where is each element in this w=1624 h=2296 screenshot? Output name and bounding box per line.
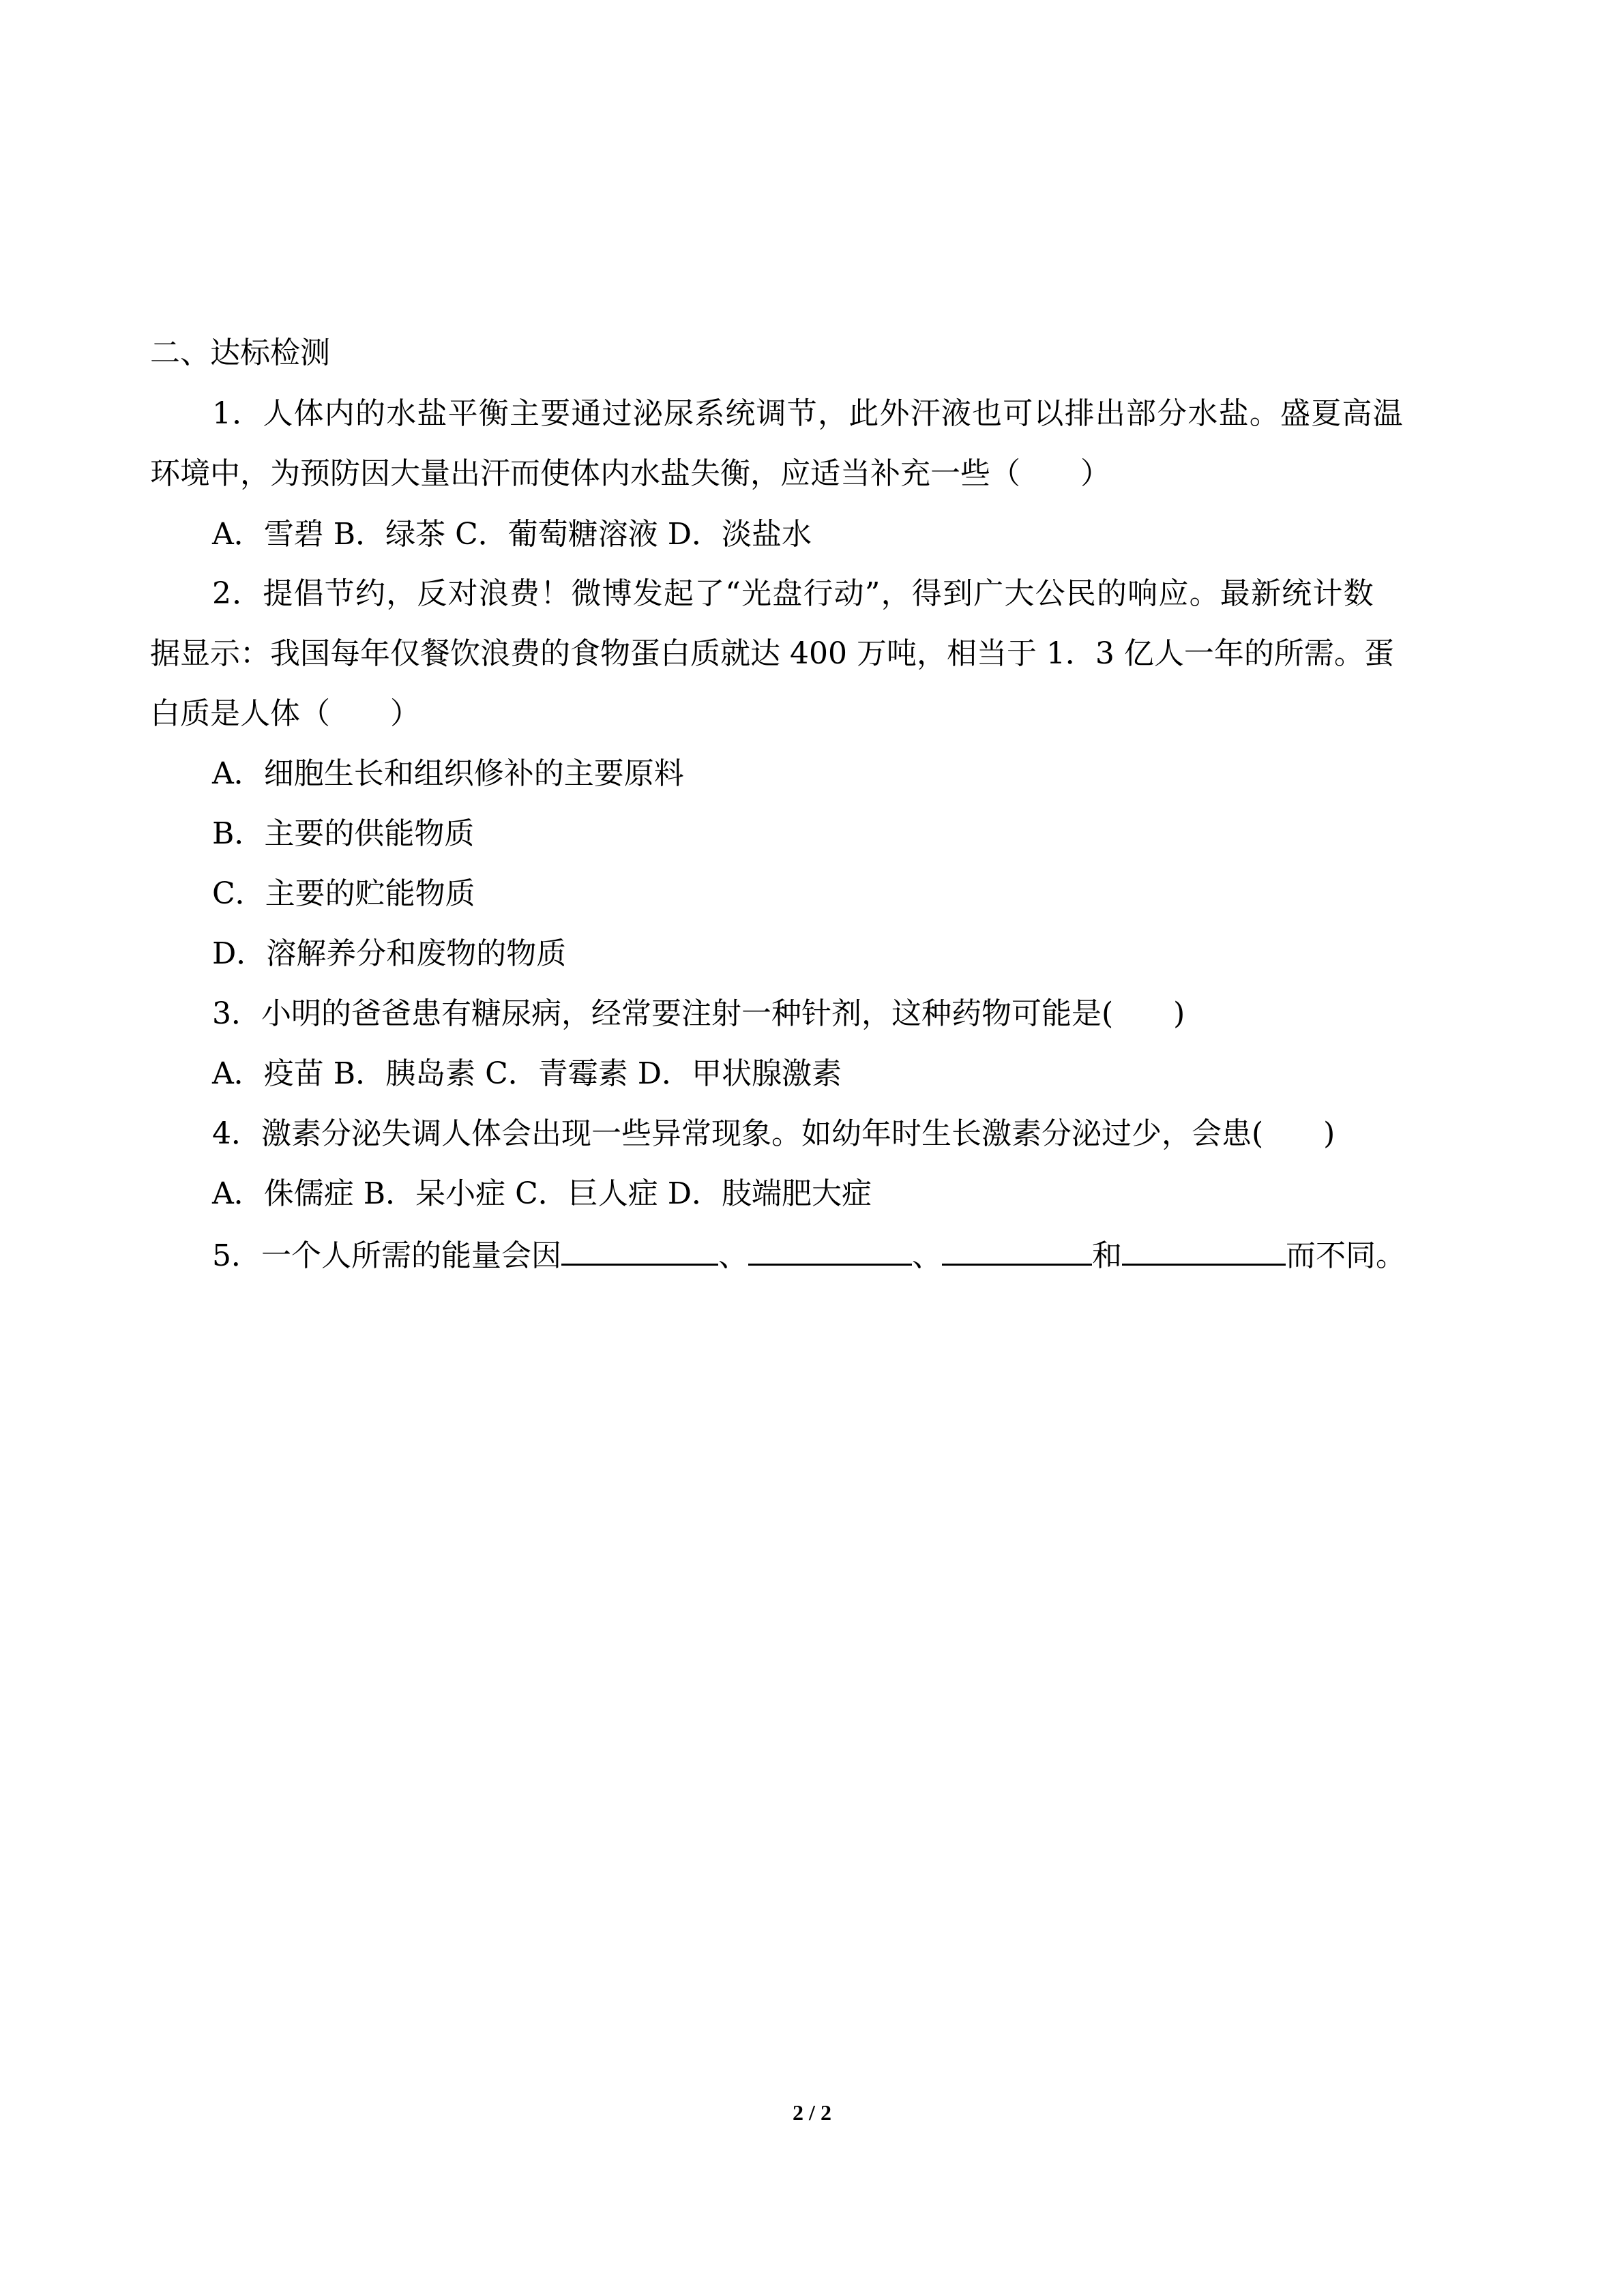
question-5-suffix: 而不同。 (1286, 1238, 1406, 1273)
question-2-option-a: A．细胞生长和组织修补的主要原料 (212, 756, 684, 791)
question-2-text-line-3: 白质是人体（ ） (150, 696, 420, 731)
fill-blank-1[interactable] (561, 1234, 718, 1266)
question-4-text: 4．激素分泌失调人体会出现一些异常现象。如幼年时生长激素分泌过少，会患( ) (212, 1116, 1335, 1151)
fill-blank-4[interactable] (1122, 1234, 1286, 1266)
question-5-prefix: 5．一个人所需的能量会因 (212, 1238, 561, 1273)
question-4-options: A．侏儒症 B．呆小症 C．巨人症 D．肢端肥大症 (212, 1176, 872, 1211)
question-5-text (212, 1234, 1406, 1277)
page-number: 2 / 2 (793, 2100, 831, 2125)
question-1-text-line-2: 环境中，为预防因大量出汗而使体内水盐失衡，应适当补充一些（ ） (150, 456, 1110, 491)
section-heading: 二、达标检测 (150, 336, 330, 370)
question-3-options: A．疫苗 B．胰岛素 C．青霉素 D．甲状腺激素 (212, 1056, 842, 1091)
question-1-text-line-1: 1．人体内的水盐平衡主要通过泌尿系统调节，此外汗液也可以排出部分水盐。盛夏高温 (212, 396, 1404, 431)
question-5-separator-1: 、 (718, 1238, 748, 1273)
question-5-separator-2: 、 (912, 1238, 942, 1273)
fill-blank-2[interactable] (748, 1234, 912, 1266)
question-2-text-line-2: 据显示：我国每年仅餐饮浪费的食物蛋白质就达 400 万吨，相当于 1．3 亿人一年的所需。蛋 (150, 636, 1394, 671)
question-1-options: A．雪碧 B．绿茶 C．葡萄糖溶液 D．淡盐水 (212, 517, 812, 552)
question-2-option-d: D．溶解养分和废物的物质 (212, 936, 567, 971)
fill-blank-3[interactable] (942, 1234, 1092, 1266)
question-2-option-c: C．主要的贮能物质 (212, 876, 475, 911)
question-2-text-line-1: 2．提倡节约，反对浪费！微博发起了“光盘行动”，得到广大公民的响应。最新统计数 (212, 576, 1374, 611)
question-3-text: 3．小明的爸爸患有糖尿病，经常要注射一种针剂，这种药物可能是( ) (212, 996, 1185, 1031)
question-2-option-b: B．主要的供能物质 (212, 816, 475, 851)
question-5-separator-3: 和 (1092, 1238, 1122, 1273)
